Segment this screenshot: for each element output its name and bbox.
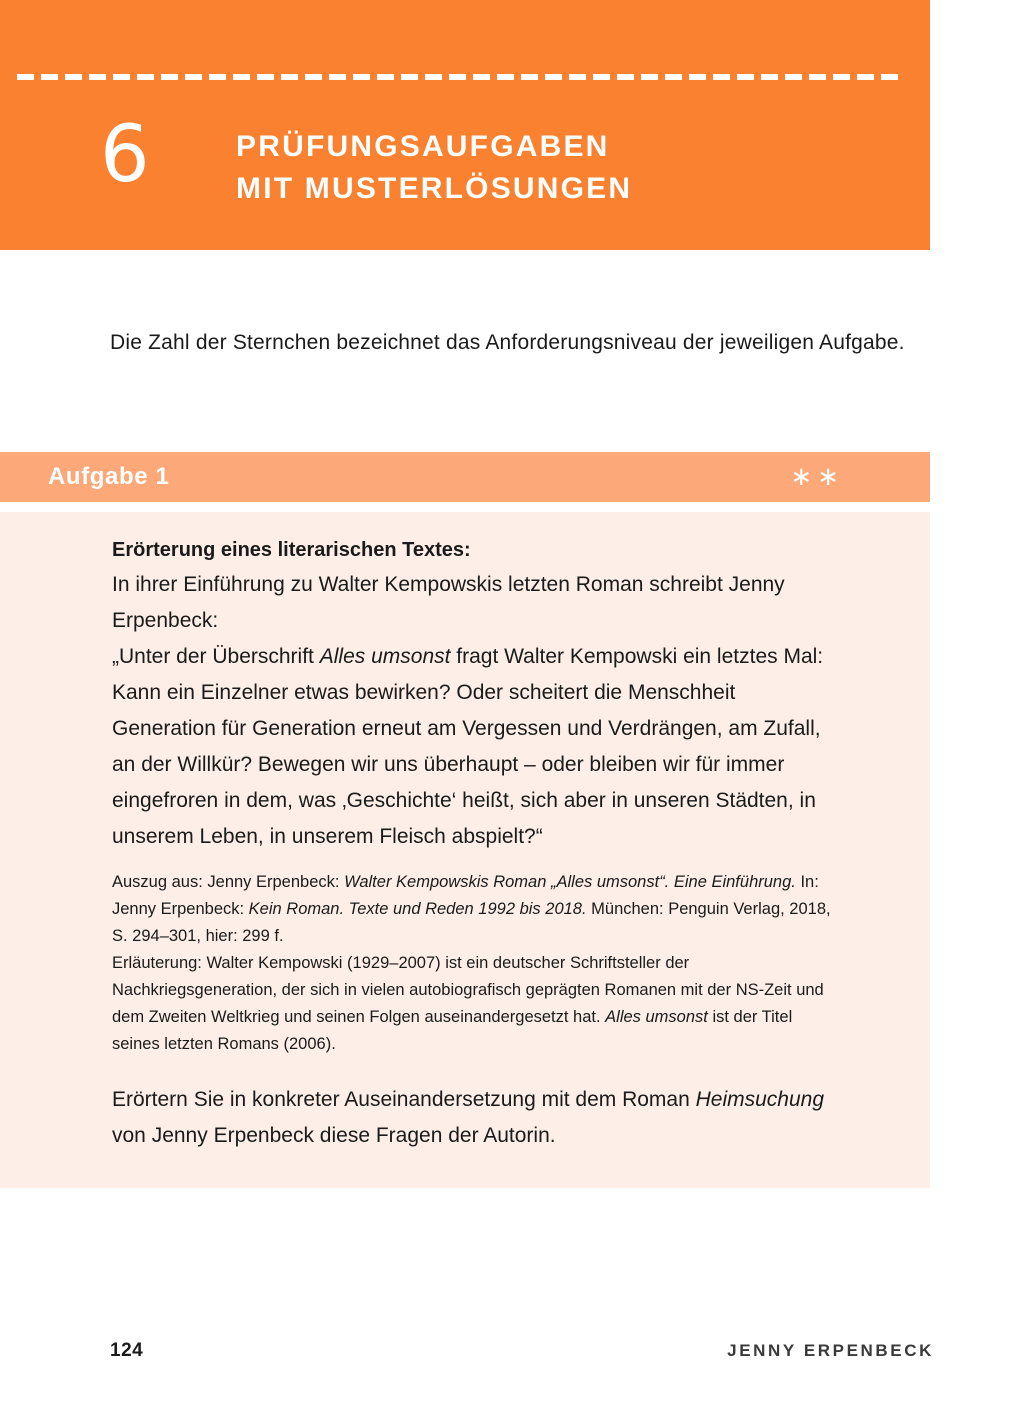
chapter-title xyxy=(236,126,896,210)
source-part-3: München: Penguin Verlag, 2018, S. 294–301, hier: 299 f. xyxy=(112,900,831,945)
task-block-1 xyxy=(0,452,930,1188)
task-header-bar xyxy=(0,452,930,502)
instruction-part-2: von Jenny Erpenbeck diese Fragen der Autorin. xyxy=(112,1124,556,1147)
footer-author: JENNY ERPENBECK xyxy=(727,1341,934,1360)
explanation-part-1: Erläuterung: Walter Kempowski (1929–2007) ist ein deutscher Schriftsteller der Nachkriegsgeneration, der sich in vielen autobiografisch geprägten Romanen mit der NS-Zeit und dem Zweiten Weltkrieg und seinen Folgen auseinandergesetzt hat. xyxy=(112,954,824,1026)
quote-part-1: „Unter der Überschrift xyxy=(112,645,320,668)
task-intro-sentence: In ihrer Einführung zu Walter Kempowskis letzten Roman schreibt Jenny Erpenbeck: xyxy=(112,573,785,632)
task-heading: Erörterung eines literarischen Textes: xyxy=(112,539,471,561)
source-citation xyxy=(112,869,838,950)
task-body xyxy=(0,512,930,1188)
explanation-part-2: ist der Titel seines letzten Romans (2006). xyxy=(112,1008,793,1053)
instruction-part-1: Erörtern Sie in konkreter Auseinandersetzung mit dem Roman xyxy=(112,1088,696,1111)
chapter-title-line-1: PRÜFUNGSAUFGABEN xyxy=(236,130,610,163)
chapter-number: 6 xyxy=(100,110,150,200)
page-number: 124 xyxy=(110,1340,144,1361)
quote-italic-title-1: Alles umsonst xyxy=(319,645,451,668)
source-part-1: Auszug aus: Jenny Erpenbeck: xyxy=(112,873,345,891)
page-footer xyxy=(110,1340,934,1362)
bar-body-gap xyxy=(0,502,930,512)
explanation-italic-1: Alles umsonst xyxy=(605,1008,708,1026)
task-instruction xyxy=(112,1082,838,1154)
source-italic-2: Kein Roman. Texte und Reden 1992 bis 2018. xyxy=(248,900,587,918)
chapter-title-line-2: MIT MUSTERLÖSUNGEN xyxy=(236,172,633,205)
instruction-italic-title: Heimsuchung xyxy=(695,1088,825,1111)
task-title: Aufgabe 1 xyxy=(48,463,170,490)
chapter-header-banner xyxy=(0,0,930,250)
task-quotation xyxy=(112,639,838,855)
source-part-2: In: Jenny Erpenbeck: xyxy=(112,873,819,918)
explanation-note xyxy=(112,950,838,1058)
difficulty-stars: ∗∗ xyxy=(790,462,844,492)
dashed-divider-line xyxy=(17,74,905,80)
intro-note: Die Zahl der Sternchen bezeichnet das Anforderungsniveau der jeweiligen Aufgabe. xyxy=(110,331,905,354)
source-italic-1: Walter Kempowskis Roman „Alles umsonst“. Eine Einführung. xyxy=(344,873,796,891)
quote-part-2: fragt Walter Kempowski ein letztes Mal: Kann ein Einzelner etwas bewirken? Oder scheitert die Menschheit Generation für Generation erneut am Vergessen und Verdrängen, am Zufall, an der Willkür? Bewegen wir uns überhaupt – oder bleiben wir für immer eingefroren in dem, was ‚Geschichte‘ heißt, sich aber in unseren Städten, in unserem Leben, in unserem Fleisch abspielt?“ xyxy=(112,645,824,848)
